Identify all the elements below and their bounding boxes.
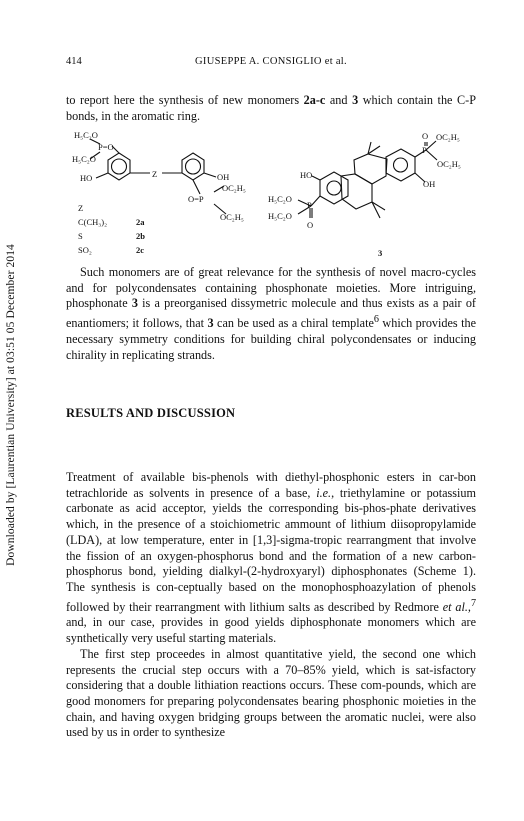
para1-text: is a preorganised dissymetric molecule and thus exists as a pair of enantiomers; it follows, that [66,296,476,331]
intro-paragraph [66,93,476,124]
label-p: P [307,200,312,210]
table-z-value: C(CH₃)₂ [78,217,108,227]
label-h5c2o: H₅C₂O [268,211,292,221]
benzene-ring-left [320,172,348,204]
label-ho: HO [300,170,313,180]
paragraph-first-step: The first step proceedes in almost quantitative yield, the second one which represents the crucial step occurs with a 70–85% yield, which is sat-isfactory considering that a double lithiation reactions occurs. These com-pounds, which are good monomers for preparing polycondensates bearing phosphonic moieties in the chain, and having oxygen bridging groups between the aromatic nuclei, were also used by us in order to synthesize [66,646,476,740]
aromatic-circle [112,159,127,174]
label-z-bridge: Z [152,169,158,179]
aromatic-circle [327,181,341,195]
table-compound-id: 2b [136,231,145,241]
para2-text: and, in our case, provides in good yields diphosphonate monomers which are synthetically very useful starting materials. [66,615,476,646]
intro-text-2: which contain the C-P bonds, in the aromatic ring. [66,93,476,123]
compound-ref: 3 [131,296,138,311]
citation-superscript: 7 [470,597,477,609]
table-compound-id: 2c [136,245,145,255]
label-p-eq-o: P=O [98,142,114,152]
label-o: O [422,131,429,141]
label-ho: HO [80,173,93,183]
para2-text: , triethylamine or potassium carbonate as acid acceptor, yields the corresponding bis-phos-phate derivatives which, in the presence of a stoichiometric ammount of lithium diisopropylamide (LDA), at low temperature, enter in [1,3]-sigma-tropic rearrangment that involve the fission of an oxygen-phosphorus bond and the formation of a new carbon-phosphorus bond, yielding dialkyl-(2-hydroxyaryl) diphosphonates (Scheme 1). The synthesis is con-ceptually based on the monophosphoazylation of phenols followed by their rearrangment with lithium salts as described by Redmore [66,485,477,614]
aromatic-circle [394,158,408,172]
label-oh: OH [217,172,230,182]
aromatic-circle [186,159,201,174]
label-oc2h5: OC₂H₅ [436,132,460,142]
benzene-ring-right [386,149,415,181]
table-z-value: SO₂ [78,245,92,255]
citation-superscript: 6 [373,314,379,326]
section-heading: RESULTS AND DISCUSSION [66,406,236,420]
indane-ring-top [354,154,387,184]
label-oc2h5: OC₂H₅ [437,159,461,169]
label-oh: OH [423,179,436,189]
para1-text: can be used as a chiral template [213,316,374,331]
paragraph-treatment [66,470,476,741]
table-compound-id: 2a [136,217,145,227]
label-p: P [422,145,427,155]
compound-number: 3 [378,248,383,258]
para1-text: Such monomers are of great relevance for the synthesis of novel macro-cycles and for polycondensates containing phosphonate moieties. More intriguing, phosphonate [66,265,476,311]
label-h5c2o: H₅C₂O [72,154,96,164]
label-h5c2o: H₅C₂O [268,194,292,204]
label-o: O [307,220,314,230]
intro-text-1: to report here the synthesis of new monomers [66,93,304,107]
table-z-value: S [78,231,83,241]
compound-ref: 3 [207,316,214,331]
para2-text: Treatment of available bis-phenols with diethyl-phosphonic esters in car-bon tetrachloride as solvents in presence of a base, [66,470,476,500]
italic-abbrev: i.e. [316,485,332,500]
download-watermark [4,200,18,610]
para1-text: which provides the necessary symmetry conditions for building chiral polycondensates or inducing chirality in replicating strands. [66,316,476,362]
label-oc2h5: OC₂H₅ [220,212,244,222]
intro-and: and [325,93,353,107]
compound-ref: 2a-c [303,93,326,107]
chemical-structures-figure [0,126,524,261]
page-number: 414 [66,56,82,67]
download-watermark-text: Downloaded by [Laurentian University] at 03:51 05 December 2014 [5,244,17,566]
compound-ref: 3 [352,93,359,107]
table-z-header: Z [78,203,84,213]
italic-abbrev: et al., [442,599,471,614]
label-o-eq-p: O=P [188,194,204,204]
paragraph-monomers [66,265,476,363]
label-oc2h5: OC₂H₅ [222,183,246,193]
running-head: GIUSEPPE A. CONSIGLIO et al. [195,56,347,67]
label-h5c2o: H₅C₂O [74,130,98,140]
